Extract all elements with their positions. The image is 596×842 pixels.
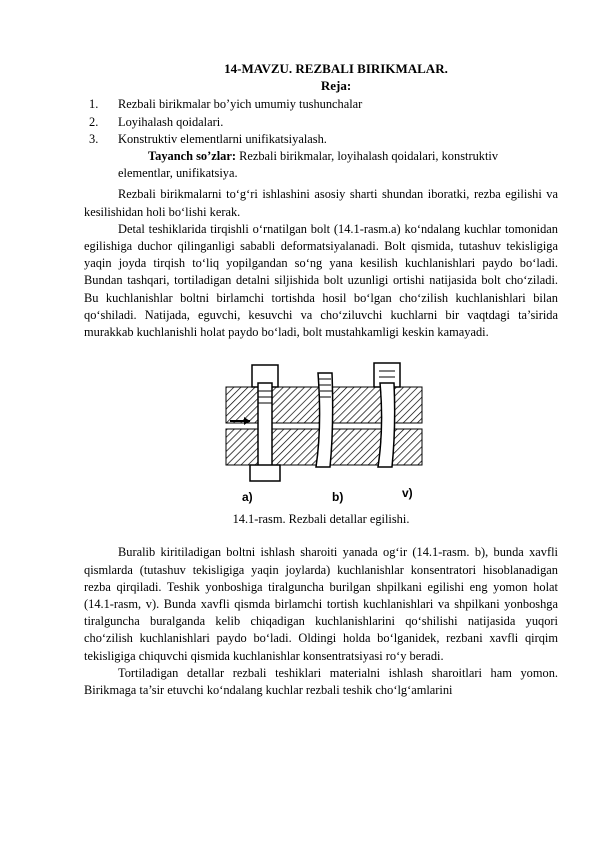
keywords [84, 148, 558, 165]
plan-item: 1. Rezbali birikmalar bo’yich umumiy tushunchalar [89, 97, 363, 112]
paragraph: Tortiladigan detallar rezbali teshiklari materialni ishlash sharoitlari ham yomon. Birikmaga ta’sir etuvchi ko‘ndalang kuchlar rezbali teshik cho‘lg‘amlarini [84, 665, 558, 698]
paragraph: Detal teshiklarida tirqishli o‘rnatilgan bolt (14.1-rasm.a) ko‘ndalang kuchlar tomonidan egilishiga duchor qilinganligi sababli deformatsiyalanadi. Bolt qismida, tutashuv tekisligiga yaqin joyda tirqish to‘liq yopilgandan so‘ng yana kesilish kuchlanishlari paydo bo‘ladi. Bundan tashqari, tortiladigan detalni siljishida bolt uzunligi ortishi natijasida bolt cho‘ziladi. Bu kuchlanishlar boltni birlamchi tortishda hosil bo‘lgan cho‘zilish kuchlanishlari bilan qo‘shiladi. Natijada, eguvchi, kesuvchi va cho‘ziluvchi kuchlarni bir vaqtdagi ta’sirida murakkab kuchlanishli holat paydo bo‘ladi, bolt mustahkamligi keskin kamayadi. [84, 221, 558, 340]
bolt-bending-figure [224, 347, 424, 507]
label-a: a) [242, 490, 253, 505]
plan-item: 3. Konstruktiv elementlarni unifikatsiyalash. [89, 131, 327, 146]
paragraph: Rezbali birikmalarni to‘g‘ri ishlashini asosiy sharti shundan iboratki, rezba egilishi va kesilishidan holi bo‘lishi kerak. [84, 187, 558, 219]
keywords-continued: elementlar, unifikatsiya. [118, 166, 238, 181]
keywords-text: Rezbali birikmalar, loyihalash qoidalari, konstruktiv [236, 149, 499, 164]
label-v: v) [402, 486, 413, 501]
plan-list [84, 96, 558, 148]
page-title: 14-MAVZU. REZBALI BIRIKMALAR. [224, 61, 448, 76]
figure-caption: 14.1-rasm. Rezbali detallar egilishi. [232, 512, 410, 527]
paragraph: Buralib kiritiladigan boltni ishlash sharoiti yanada og‘ir (14.1-rasm. b), bunda xavfli qismlarda (tutashuv tekisligiga yaqin joylarda) kuchlanishlar konsentratori hisoblanadigan rezba qirqiladi. Teshik yonboshiga tiralguncha burilgan shpilkani egilishi eng yomon holat (14.1-rasm, v). Bunda xavfli qismda birlamchi tortish kuchlanishlari va shpilkani yonboshga tiralguncha buralganda kelib chiqadigan kuchlanishlarini qo‘shilishi natijasida yuqori cho‘zilish kuchlanishlari paydo bo‘ladi. Oldingi holda bo‘lganidek, rezbani xavfli qirqim tekisligiga chiquvchi qismida kuchlanishlar konsentratsiyasi ro‘y beradi. [84, 545, 558, 663]
document-page [84, 50, 558, 699]
plan-heading: Reja: [320, 78, 352, 94]
plan-item: 2. Loyihalash qoidalari. [89, 114, 224, 129]
label-b: b) [332, 490, 344, 505]
figure-bolts [84, 347, 558, 507]
keywords-label: Tayanch so’zlar: [148, 149, 236, 164]
